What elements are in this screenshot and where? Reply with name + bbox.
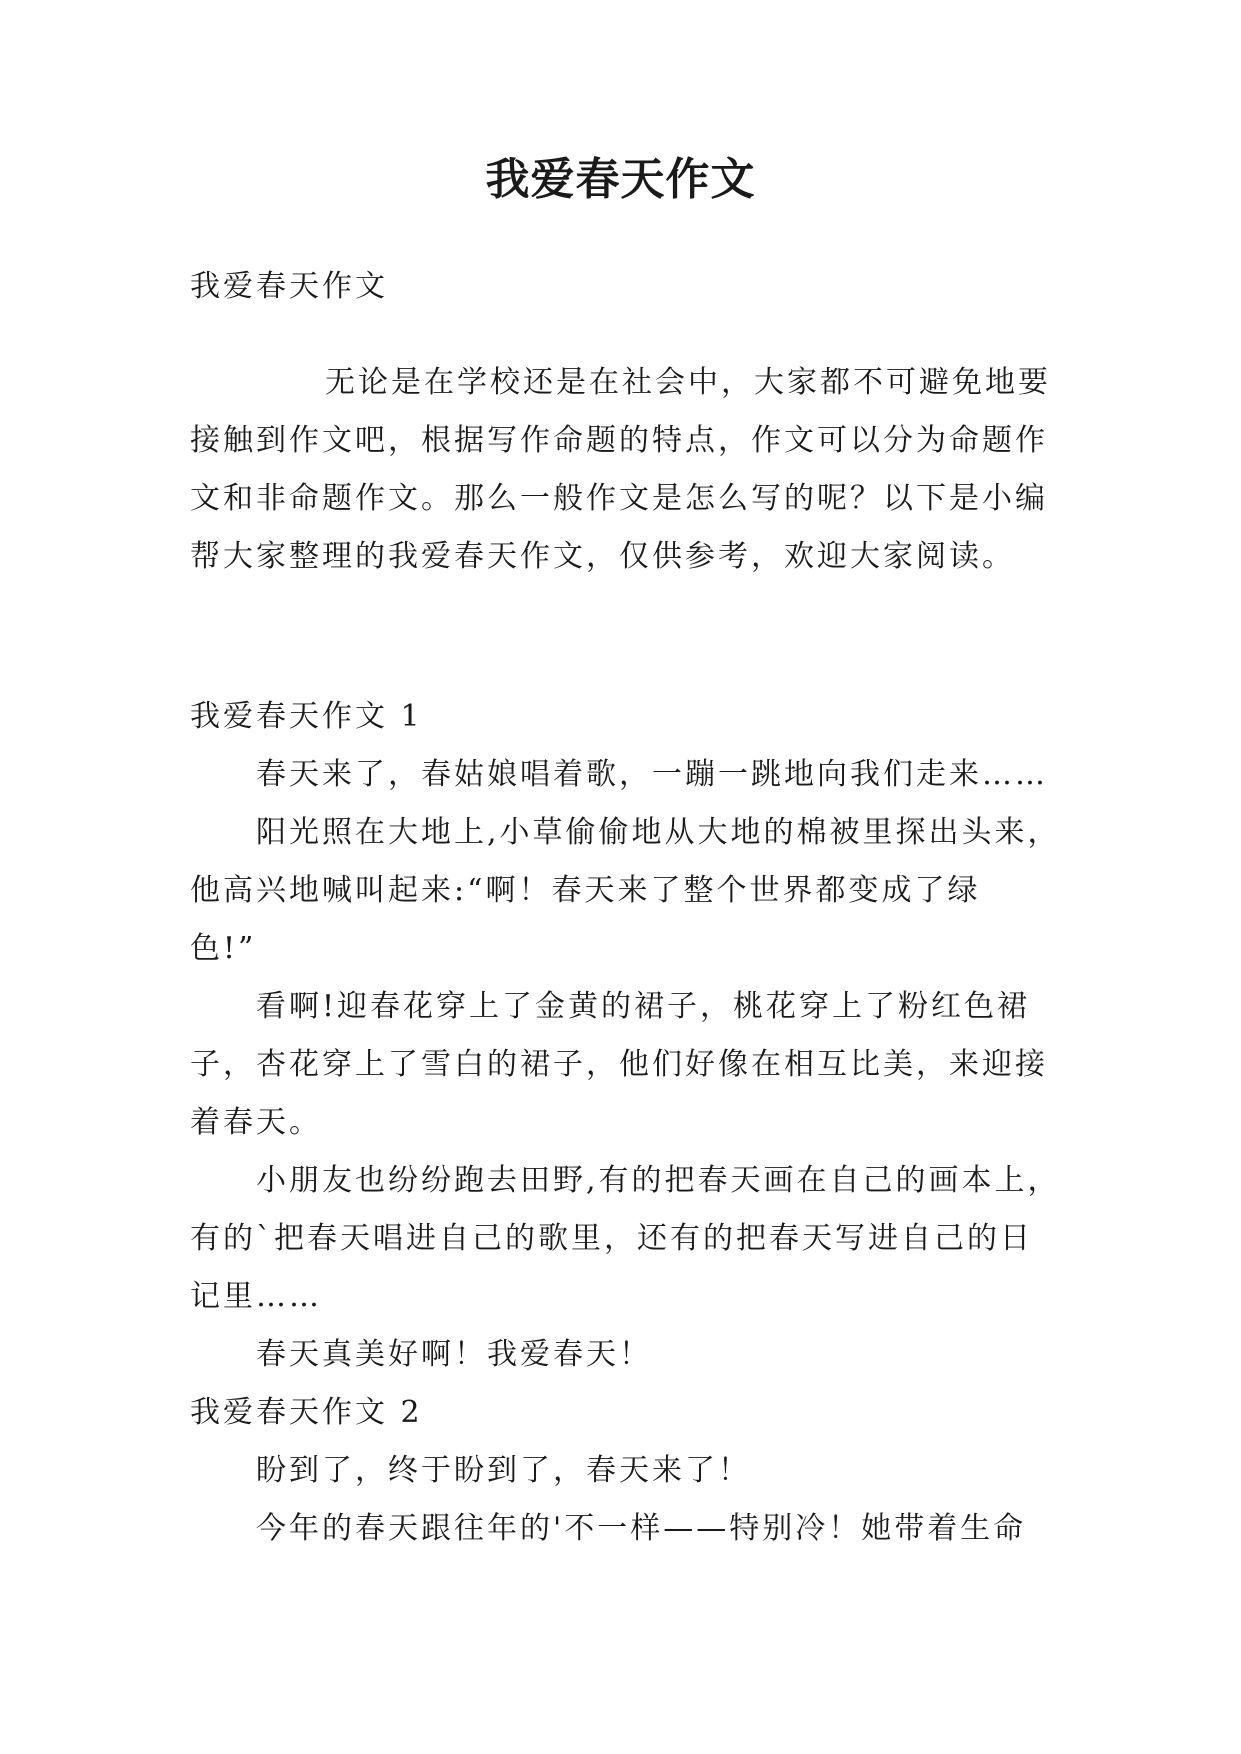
essay-line: 春天真美好啊！我爱春天！: [256, 1337, 652, 1372]
essay-line: 他高兴地喊叫起来:“啊！春天来了整个世界都变成了绿: [190, 873, 981, 908]
document-title: 我爱春天作文: [485, 154, 756, 205]
essay-heading: 我爱春天作文 1: [190, 699, 423, 734]
intro-line: 帮大家整理的我爱春天作文，仅供参考，欢迎大家阅读。: [190, 539, 1015, 574]
essay-line: 记里……: [190, 1279, 322, 1314]
essay-line: 着春天。: [190, 1105, 322, 1140]
essay-line: 盼到了，终于盼到了，春天来了！: [256, 1453, 751, 1488]
intro-line: 接触到作文吧，根据写作命题的特点，作文可以分为命题作: [190, 423, 1048, 458]
essay-line: 有的`把春天唱进自己的歌里，还有的把春天写进自己的日: [190, 1221, 1033, 1256]
essay-line: 今年的春天跟往年的'不一样——特别冷！她带着生命: [256, 1511, 1027, 1546]
document-subtitle: [190, 258, 1050, 316]
essay-line: 春天来了，春姑娘唱着歌，一蹦一跳地向我们走来……: [256, 757, 1048, 792]
essay-line: 小朋友也纷纷跑去田野,有的把春天画在自己的画本上，: [256, 1163, 1061, 1198]
essay-line: 看啊!迎春花穿上了金黄的裙子，桃花穿上了粉红色裙: [256, 989, 1031, 1024]
intro-paragraph: [190, 354, 1050, 586]
intro-line: 文和非命题作文。那么一般作文是怎么写的呢？以下是小编: [190, 481, 1048, 516]
essay-line: 色!”: [190, 931, 257, 966]
essay-line: 阳光照在大地上,小草偷偷地从大地的棉被里探出头来，: [256, 815, 1061, 850]
essay-1: [190, 688, 1061, 1384]
essay-line: 子，杏花穿上了雪白的裙子，他们好像在相互比美，来迎接: [190, 1047, 1048, 1082]
subtitle-line: 我爱春天作文: [190, 269, 388, 304]
essay-heading: 我爱春天作文 2: [190, 1395, 423, 1430]
essay-2: [190, 1384, 1050, 1558]
intro-line: 无论是在学校还是在社会中，大家都不可避免地要: [325, 365, 1051, 400]
